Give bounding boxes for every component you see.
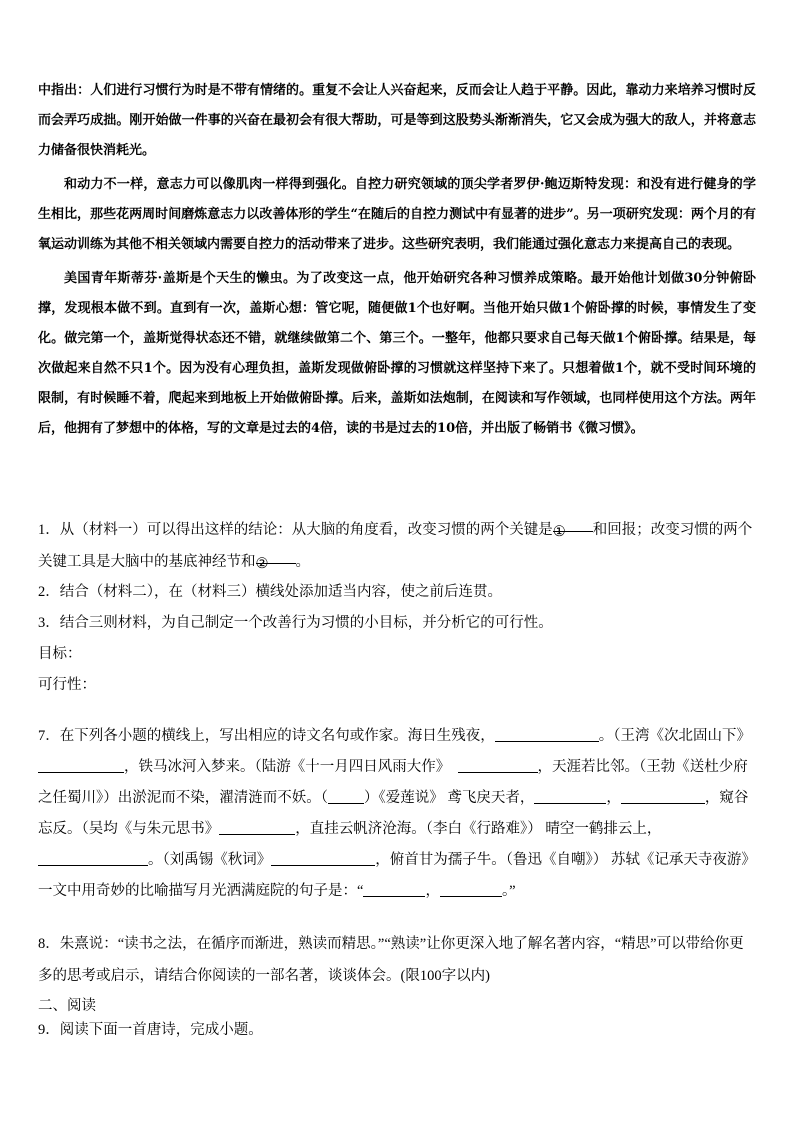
poem-blank-7[interactable] <box>219 820 295 836</box>
poem-blank-10[interactable] <box>363 882 425 898</box>
material-paragraph-1: 中指出：人们进行习惯行为时是不带有情绪的。重复不会让人兴奋起来，反而会让人趋于平静。因此，靠动力来培养习惯时反而会弄巧成拙。刚开始做一件事的兴奋在最初会有很大帮助，可是等到这股势头渐渐消失，它又会成为强大的敌人，并将意志力储备很快消耗光。 <box>38 83 756 158</box>
question-2: 2．结合（材料二），在（材料三）横线处添加适当内容，使之前后连贯。 <box>38 584 502 600</box>
answer-blank-1[interactable]: ① <box>553 516 593 532</box>
answer-blank-2[interactable]: ② <box>256 548 296 564</box>
material-paragraph-2: 和动力不一样，意志力可以像肌肉一样得到强化。自控力研究领域的顶尖学者罗伊·鲍迈斯特发现：和没有进行健身的学生相比，那些花两周时间磨炼意志力以改善体形的学生“在随后的自控力测试中有显著的进步”。另一项研究发现：两个月的有氧运动训练为其他不相关领域内需要自控力的活动带来了进步。这些研究表明，我们能通过强化意志力来提高自己的表现。 <box>38 177 756 252</box>
question-8: 8．朱熹说：“读书之法，在循序而渐进，熟读而精思。”“熟读”让你更深入地了解名著内容，“精思”可以带给你更多的思考或启示，请结合你阅读的一部名著，谈谈体会。(限100字以内) <box>38 936 744 984</box>
poem-blank-1[interactable] <box>495 727 599 743</box>
answer-goal-label: 目标： <box>38 646 82 662</box>
material-paragraph-3: 美国青年斯蒂芬·盖斯是个天生的懒虫。为了改变这一点，他开始研究各种习惯养成策略。最开始他计划做30分钟俯卧撑，发现根本做不到。直到有一次，盖斯心想：管它呢，随便做1个也好啊。当他开始只做1个俯卧撑的时候，事情发生了变化。做完第一个，盖斯觉得状态还不错，就继续做第二个、第三个。一整年，他都只要求自己每天做1个俯卧撑。结果是，每次做起来自然不只1个。因为没有心理负担，盖斯发现做俯卧撑的习惯就这样坚持下来了。只想着做1个，就不受时间环境的限制，有时候睡不着，爬起来到地板上开始做俯卧撑。后来，盖斯如法炮制，在阅读和写作领域，也同样使用这个方法。两年后，他拥有了梦想中的体格，写的文章是过去的4倍，读的书是过去的10倍，并出版了畅销书《微习惯》。 <box>38 271 756 436</box>
poem-blank-2[interactable] <box>38 758 124 774</box>
poem-blank-4[interactable] <box>328 789 364 805</box>
poem-blank-11[interactable] <box>440 882 502 898</box>
poem-blank-9[interactable] <box>271 851 375 867</box>
question-9: 9．阅读下面一首唐诗，完成小题。 <box>38 1022 263 1038</box>
section-reading-heading: 二、阅读 <box>38 998 96 1014</box>
question-1: 1．从（材料一）可以得出这样的结论：从大脑的角度看，改变习惯的两个关键是① 和回报；改变习惯的两个关键工具是大脑中的基底神经节和② 。 <box>38 514 758 578</box>
question-3: 3．结合三则材料，为自己制定一个改善行为习惯的小目标，并分析它的可行性。 <box>38 615 553 631</box>
poem-blank-5[interactable] <box>534 789 606 805</box>
poem-blank-6[interactable] <box>621 789 705 805</box>
question-7: 7．在下列各小题的横线上，写出相应的诗文名句或作家。海日生残夜， 。（王湾《次北固山下》 ，铁马冰河入梦来。（陆游《十一月四日风雨大作》 ，天涯若比邻。（王勃《送杜少府之任蜀川》）出淤泥而不染，濯清涟而不妖。（ ）《爱莲说》 鸢飞戾天者， ， ，窥谷忘反。（吴均《与朱元思书》 ，直挂云帆济沧海。（李白《行路难》） 晴空一鹤排云上，。（刘禹锡《秋词》 ，俯首甘为孺子牛。（鲁迅《自嘲》） 苏轼《记承天寺夜游》一文中用奇妙的比喻描写月光洒满庭院的句子是：“ ， 。” <box>38 728 756 899</box>
answer-feasibility-label: 可行性： <box>38 677 96 693</box>
poem-blank-8[interactable] <box>38 851 148 867</box>
poem-blank-3[interactable] <box>458 758 538 774</box>
